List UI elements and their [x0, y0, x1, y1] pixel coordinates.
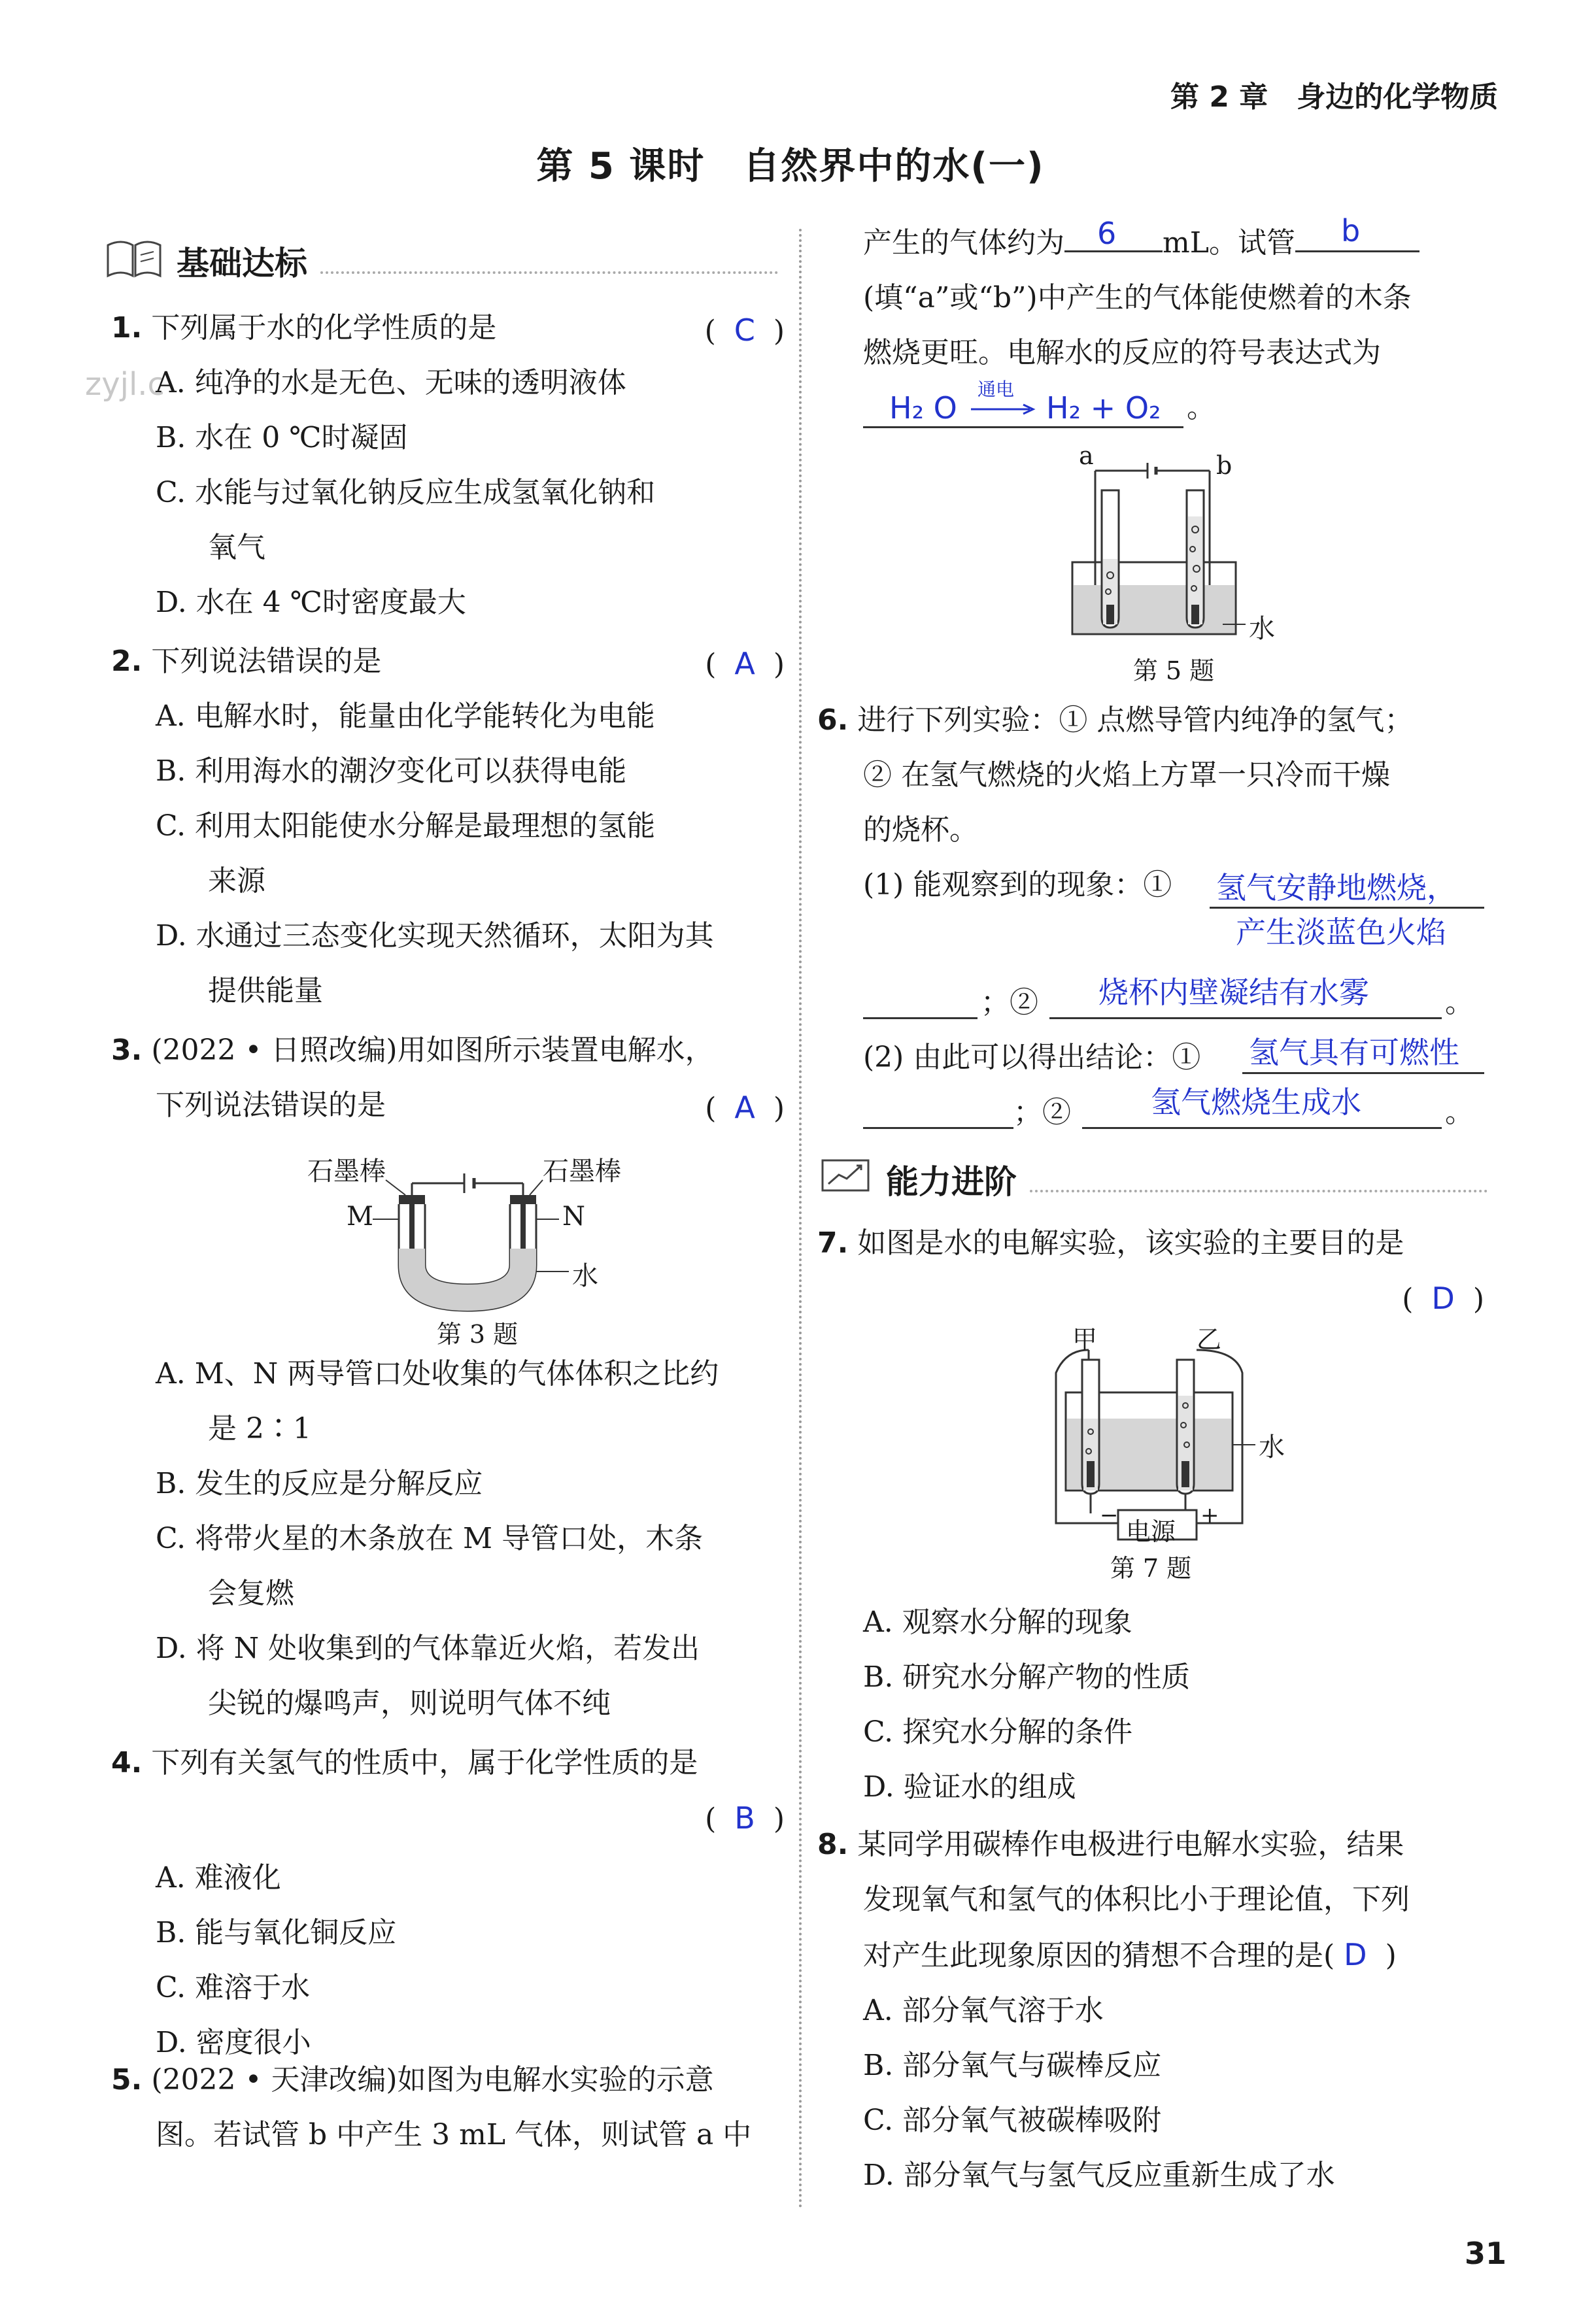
lesson-title: 第 5 课时 自然界中的水(一) [536, 145, 1045, 188]
question-5-start [111, 2053, 785, 2163]
option: D. 密度很小 [156, 2026, 311, 2059]
blank-equation [863, 426, 1183, 428]
question-stem-cont: ② 在氢气燃烧的火焰上方罩一只冷而干燥 [863, 758, 1390, 792]
period: 。 [1187, 391, 1216, 424]
part-2-answer-1: 氢气具有可燃性 [1249, 1035, 1459, 1070]
chapter-header: 第 2 章 身边的化学物质 [1170, 80, 1499, 114]
answer-paren: ( A ) [705, 646, 785, 681]
question-stem: 如图是水的电解实验，该实验的主要目的是 [857, 1226, 1404, 1260]
column-divider [799, 229, 802, 2210]
option: D. 验证水的组成 [863, 1770, 1076, 1804]
figure-caption: 第 3 题 [436, 1320, 518, 1349]
question-2 [111, 634, 785, 1019]
question-stem-cont: 发现氧气和氢气的体积比小于理论值，下列 [863, 1883, 1410, 1916]
question-stem: 下列有关氢气的性质中，属于化学性质的是 [151, 1746, 698, 1779]
option: C. 难溶于水 [156, 1971, 311, 2004]
blank-line [1049, 1017, 1442, 1019]
question-7-options [817, 1595, 1484, 1815]
answer-paren: ( D ) [1323, 1937, 1397, 1972]
figure-q7 [1046, 1325, 1308, 1589]
label-m: M [347, 1202, 373, 1232]
period: 。 [1445, 1096, 1474, 1129]
question-stem: 某同学用碳棒作电极进行电解水实验，结果 [857, 1828, 1404, 1861]
section-advanced-title: 能力进阶 [886, 1163, 1017, 1201]
period: 。 [1445, 986, 1474, 1019]
question-stem-cont: 的烧杯。 [863, 813, 978, 847]
question-stem: (2022 • 日照改编)用如图所示装置电解水， [151, 1034, 714, 1067]
label-power: 电源 [1126, 1517, 1176, 1546]
option: A. 观察水分解的现象 [863, 1606, 1132, 1639]
label-water: 水 [1249, 614, 1275, 644]
answer-value: D [1344, 1937, 1367, 1972]
option: B. 能与氧化铜反应 [156, 1916, 397, 1949]
answer-tube: b [1340, 213, 1361, 248]
question-stem: 下列属于水的化学性质的是 [151, 311, 497, 345]
answer-paren: ( A ) [705, 1090, 785, 1125]
answer-paren: ( D ) [1402, 1281, 1484, 1316]
option: A. 电解水时，能量由化学能转化为电能 [156, 699, 655, 733]
answer-paren: ( C ) [704, 312, 785, 348]
figure-caption: 第 7 题 [1110, 1554, 1192, 1583]
question-3 [111, 1023, 785, 1133]
separator: ；② [1013, 1096, 1071, 1129]
graphite-right-label: 石墨棒 [543, 1156, 621, 1187]
graphite-left-label: 石墨棒 [307, 1156, 386, 1187]
option-continued: 会复燃 [208, 1577, 294, 1610]
label-water: 水 [1259, 1432, 1285, 1462]
answer-value: C [734, 312, 755, 348]
section-rule [320, 271, 778, 274]
page-number: 31 [1465, 2236, 1507, 2271]
part-1-label: (1) 能观察到的现象：① [863, 868, 1172, 901]
label-yi: 乙 [1197, 1325, 1222, 1354]
option: A. 难液化 [156, 1861, 281, 1895]
text: (填“a”或“b”)中产生的气体能使燃着的木条 [863, 281, 1412, 314]
section-rule [1030, 1190, 1488, 1192]
question-stem: (2022 • 天津改编)如图为电解水实验的示意 [151, 2063, 714, 2097]
part-1 [817, 858, 1484, 975]
blank-tube [1295, 213, 1420, 252]
option: D. 部分氧气与氢气反应重新生成了水 [863, 2159, 1335, 2192]
question-8 [817, 1817, 1484, 2203]
answer-value: B [734, 1800, 755, 1836]
label-tube-a: a [1079, 441, 1094, 470]
option: D. 将 N 处收集到的气体靠近火焰，若发出 [156, 1632, 700, 1665]
question-number: 8. [817, 1828, 849, 1861]
equation-condition: 通电 [978, 379, 1015, 400]
section-basic-title: 基础达标 [177, 244, 307, 282]
option: A. 部分氧气溶于水 [863, 1994, 1104, 2027]
figure-caption: 第 5 题 [1132, 656, 1215, 685]
label-water: 水 [572, 1261, 598, 1291]
label-plus: + [1200, 1502, 1219, 1528]
equation-rhs: H₂ + O₂ [1046, 390, 1161, 426]
option: B. 部分氧气与碳棒反应 [863, 2049, 1162, 2082]
question-1 [111, 301, 785, 630]
answer-value: A [734, 1090, 755, 1125]
option-continued: 是 2∶1 [208, 1412, 311, 1445]
figure-q5 [1066, 441, 1282, 685]
option: C. 将带火星的木条放在 M 导管口处，木条 [156, 1522, 704, 1555]
question-5-continued [863, 213, 1484, 435]
question-3-options [111, 1347, 785, 1731]
blank-line [863, 1017, 978, 1019]
question-number: 6. [817, 703, 849, 737]
part-2 [817, 1030, 1484, 1085]
option: B. 研究水分解产物的性质 [863, 1660, 1191, 1694]
figure-q3 [307, 1151, 647, 1347]
question-stem-cont: 对产生此现象原因的猜想不合理的是 [863, 1939, 1323, 1972]
section-advanced-heading [821, 1151, 1488, 1203]
answer-paren: ( B ) [705, 1800, 785, 1836]
separator: ；② [981, 986, 1038, 1019]
text: 产生的气体约为 [863, 226, 1064, 260]
option: A. 纯净的水是无色、无味的透明液体 [156, 366, 626, 399]
part-2-label: (2) 由此可以得出结论：① [863, 1041, 1201, 1074]
question-stem-cont: 下列说法错误的是 [156, 1088, 386, 1122]
section-basic-heading [105, 232, 778, 284]
part-1-answer-1a: 氢气安静地燃烧， [1216, 870, 1457, 905]
watermark: zyjl.c [85, 366, 165, 403]
question-number: 3. [111, 1034, 143, 1067]
chart-growth-icon [821, 1154, 873, 1196]
blank-line [863, 1127, 1013, 1129]
blank-line [1242, 1072, 1484, 1074]
question-number: 2. [111, 645, 143, 678]
part-1-line-2 [817, 975, 1484, 1030]
option: B. 水在 0 ℃时凝固 [156, 421, 408, 454]
blank-volume [1064, 218, 1163, 252]
answer-value: D [1431, 1281, 1455, 1316]
option: C. 探究水分解的条件 [863, 1715, 1133, 1749]
question-number: 4. [111, 1746, 143, 1779]
question-stem: 进行下列实验：① 点燃导管内纯净的氢气； [857, 703, 1414, 737]
blank-line [1082, 1127, 1442, 1129]
text: 燃烧更旺。电解水的反应的符号表达式为 [863, 336, 1381, 369]
question-number: 1. [111, 311, 143, 345]
part-1-answer-2: 烧杯内壁凝结有水雾 [1098, 975, 1369, 1010]
equation-lhs: H₂ O [889, 390, 957, 426]
question-number: 5. [111, 2063, 143, 2097]
option-continued: 来源 [208, 864, 265, 898]
question-7 [817, 1216, 1484, 1327]
label-n: N [562, 1202, 585, 1232]
option: B. 利用海水的潮汐变化可以获得电能 [156, 754, 627, 788]
answer-volume: 6 [1097, 216, 1117, 251]
part-2-line-2 [817, 1085, 1484, 1140]
option-continued: 提供能量 [208, 974, 323, 1007]
option: D. 水在 4 ℃时密度最大 [156, 586, 466, 619]
option: A. M、N 两导管口处收集的气体体积之比约 [156, 1357, 719, 1390]
label-minus: − [1100, 1502, 1119, 1528]
option-continued: 尖锐的爆鸣声，则说明气体不纯 [208, 1687, 611, 1720]
option: C. 水能与过氧化钠反应生成氢氧化钠和 [156, 476, 656, 509]
question-6 [817, 693, 1484, 1140]
label-tube-b: b [1216, 451, 1232, 480]
answer-value: A [734, 646, 755, 681]
arrow-icon [971, 403, 1036, 416]
option: C. 利用太阳能使水分解是最理想的氢能 [156, 809, 656, 843]
option: B. 发生的反应是分解反应 [156, 1467, 483, 1500]
question-stem: 下列说法错误的是 [151, 645, 382, 678]
option: C. 部分氧气被碳棒吸附 [863, 2104, 1162, 2137]
part-1-answer-1b: 产生淡蓝色火焰 [1236, 915, 1446, 950]
option-continued: 氧气 [208, 531, 265, 564]
book-icon [105, 235, 163, 281]
question-stem-cont: 图。若试管 b 中产生 3 mL 气体，则试管 a 中 [156, 2118, 752, 2151]
label-jia: 甲 [1072, 1325, 1098, 1354]
text: mL。试管 [1163, 226, 1295, 260]
option: D. 水通过三态变化实现天然循环，太阳为其 [156, 919, 714, 952]
question-number: 7. [817, 1226, 849, 1260]
equation-line [863, 380, 1484, 435]
question-4 [111, 1736, 785, 2070]
part-2-answer-2: 氢气燃烧生成水 [1151, 1085, 1361, 1120]
